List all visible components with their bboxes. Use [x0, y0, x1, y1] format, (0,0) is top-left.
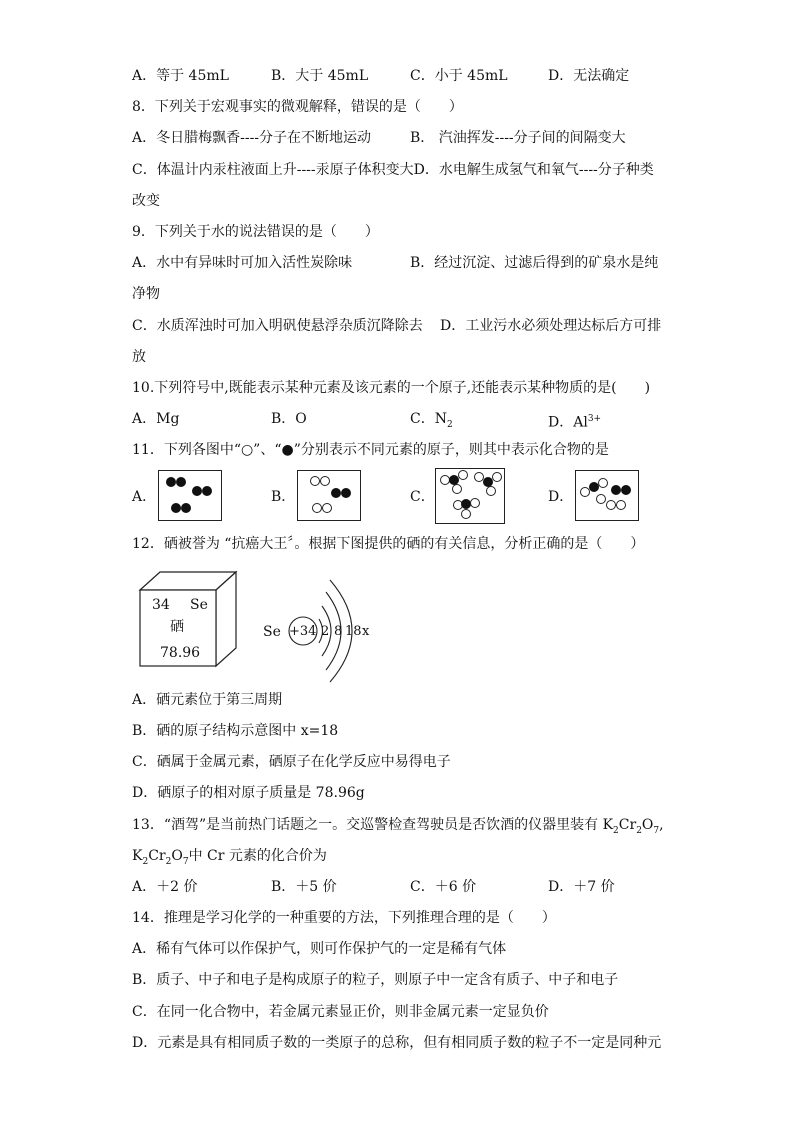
white-atom-icon — [606, 500, 616, 510]
element-symbol: Se — [190, 597, 208, 613]
white-atom-icon — [486, 486, 496, 496]
q9-option-b: B．经过沉淀、过滤后得到的矿泉水是纯 — [410, 255, 659, 271]
q13-stem-text: 13．“酒驾”是当前热门话题之一。交巡警检查驾驶员是否饮酒的仪器里装有 K — [132, 817, 614, 833]
q14-option-b: B．质子、中子和电子是构成原子的粒子，则原子中一定含有质子、中子和电子 — [132, 972, 619, 988]
black-atom-icon — [621, 485, 631, 495]
nucleus-charge: +34 — [289, 624, 317, 639]
formula-subscript: 2 — [636, 825, 642, 836]
q11-option-d-label: D． — [548, 489, 574, 505]
q13-option-a: A．＋2 价 — [132, 879, 198, 895]
white-atom-icon — [492, 472, 502, 482]
formula-subscript: 2 — [142, 856, 149, 867]
q11-option-a-molecule-box — [158, 470, 222, 521]
q14-option-c: C．在同一化合物中，若金属元素显正价，则非金属元素一定显负价 — [132, 1004, 549, 1020]
white-atom-icon — [470, 498, 480, 508]
black-atom-icon — [166, 477, 176, 487]
white-atom-icon — [616, 500, 626, 510]
q14-option-d: D．元素是具有相同质子数的一类原子的总称，但有相同质子数的粒子不一定是同种元 — [132, 1035, 662, 1051]
q7-option-d: D．无法确定 — [548, 68, 630, 84]
q11-option-b-molecule-box — [297, 470, 361, 521]
black-atom-icon — [341, 488, 351, 498]
q10-d-formula: D．Al — [548, 414, 588, 431]
q10-c-formula: C．N — [410, 411, 447, 427]
q13-option-c: C．＋6 价 — [410, 879, 477, 895]
shell-2-electrons: 8 — [334, 624, 343, 639]
q7-option-a: A．等于 45mL — [132, 68, 229, 84]
q11-stem: 11．下列各图中“○”、“●”分别表示不同元素的原子，则其中表示化合物的是 — [132, 442, 609, 458]
q9-option-d-continued: 放 — [132, 349, 146, 365]
q8-option-c: C．体温计内汞柱液面上升----汞原子体积变大D．水电解生成氢气和氧气----分子种类 — [132, 162, 654, 178]
q8-option-a: A．冬日腊梅飘香----分子在不断地运动 — [132, 130, 372, 146]
q9-option-b-continued: 净物 — [132, 286, 160, 302]
q12-option-a: A．硒元素位于第三周期 — [132, 692, 283, 708]
q8-option-c-continued: 改变 — [132, 193, 160, 209]
atomic-mass: 78.96 — [160, 645, 201, 661]
white-atom-icon — [596, 494, 606, 504]
formula-subscript: 2 — [613, 825, 619, 836]
q12-stem: 12．硒被誉为 “抗癌大王〞。根据下图提供的硒的有关信息，分析正确的是（ ） — [132, 536, 645, 552]
q14-option-a: A．稀有气体可以作保护气，则可作保护气的一定是稀有气体 — [132, 941, 507, 957]
white-atom-icon — [310, 476, 320, 486]
q8-stem: 8．下列关于宏观事实的微观解释，错误的是（ ） — [132, 99, 463, 115]
shell-4-electrons: x — [362, 624, 370, 639]
q9-option-a: A．水中有异味时可加入活性炭除味 — [132, 255, 353, 271]
white-atom-icon — [312, 503, 322, 513]
q9-option-c: C．水质浑浊时可加入明矾使悬浮杂质沉降除去 — [132, 318, 423, 334]
q13-stem-line1: 13．“酒驾”是当前热门话题之一。交巡警检查驾驶员是否饮酒的仪器里装有 $K_2Cr_2O_7$, — [132, 817, 664, 836]
q13-stem-line2: $K_2Cr_2O_7$中 Cr 元素的化合价为 — [132, 848, 327, 867]
q11-option-a-label: A． — [132, 489, 157, 505]
q10-c-subscript: 2 — [446, 419, 453, 430]
atomic-number: 34 — [152, 597, 170, 613]
white-atom-icon — [320, 476, 330, 486]
white-atom-icon — [322, 503, 332, 513]
black-atom-icon — [611, 485, 621, 495]
q13-stem-suffix: 中 Cr 元素的化合价为 — [188, 848, 327, 864]
q12-option-c: C．硒属于金属元素，硒原子在化学反应中易得电子 — [132, 754, 451, 770]
q9-option-d: D．工业污水必须处理达标后方可排 — [440, 318, 662, 334]
white-atom-icon — [452, 484, 462, 494]
q10-stem: 10.下列符号中,既能表示某种元素及该元素的一个原子,还能表示某种物质的是( ) — [132, 380, 651, 396]
white-atom-icon — [458, 470, 468, 480]
q10-option-c — [410, 409, 453, 435]
q10-option-d — [548, 409, 601, 433]
shell-3-electrons: 18 — [345, 624, 362, 639]
shell-1-electrons: 2 — [321, 624, 330, 639]
q13-option-b: B．＋5 价 — [271, 879, 337, 895]
black-atom-icon — [171, 503, 181, 513]
q12-option-b: B．硒的原子结构示意图中 x=18 — [132, 723, 339, 739]
element-name: 硒 — [170, 619, 184, 635]
q14-stem: 14．推理是学习化学的一种重要的方法，下列推理合理的是（ ） — [132, 910, 556, 926]
q10-d-superscript: 3+ — [587, 414, 602, 424]
q10-option-b: B．O — [271, 411, 307, 427]
diagram-element-symbol: Se — [263, 624, 281, 640]
q8-option-b: B． 汽油挥发----分子间的间隔变大 — [410, 130, 626, 146]
q13-option-d: D．＋7 价 — [548, 879, 615, 895]
q12-option-d: D．硒原子的相对原子质量是 78.96g — [132, 785, 365, 801]
q7-option-c: C．小于 45mL — [410, 68, 508, 84]
q9-stem: 9．下列关于水的说法错误的是（ ） — [132, 224, 379, 240]
white-atom-icon — [598, 478, 608, 488]
formula-subscript: 7 — [182, 856, 189, 867]
formula-subscript: 7 — [653, 825, 660, 836]
black-atom-icon — [176, 477, 186, 487]
formula-subscript: 2 — [165, 856, 172, 867]
white-atom-icon — [461, 509, 471, 519]
black-atom-icon — [192, 486, 202, 496]
q10-option-a: A．Mg — [132, 411, 180, 427]
q7-option-b: B．大于 45mL — [271, 68, 369, 84]
q11-option-d-molecule-box — [575, 470, 639, 521]
black-atom-icon — [202, 486, 212, 496]
q11-option-c-molecule-box — [435, 468, 505, 524]
black-atom-icon — [181, 503, 191, 513]
q11-option-b-label: B． — [271, 489, 296, 505]
black-atom-icon — [331, 488, 341, 498]
q11-option-c-label: C． — [410, 489, 435, 505]
